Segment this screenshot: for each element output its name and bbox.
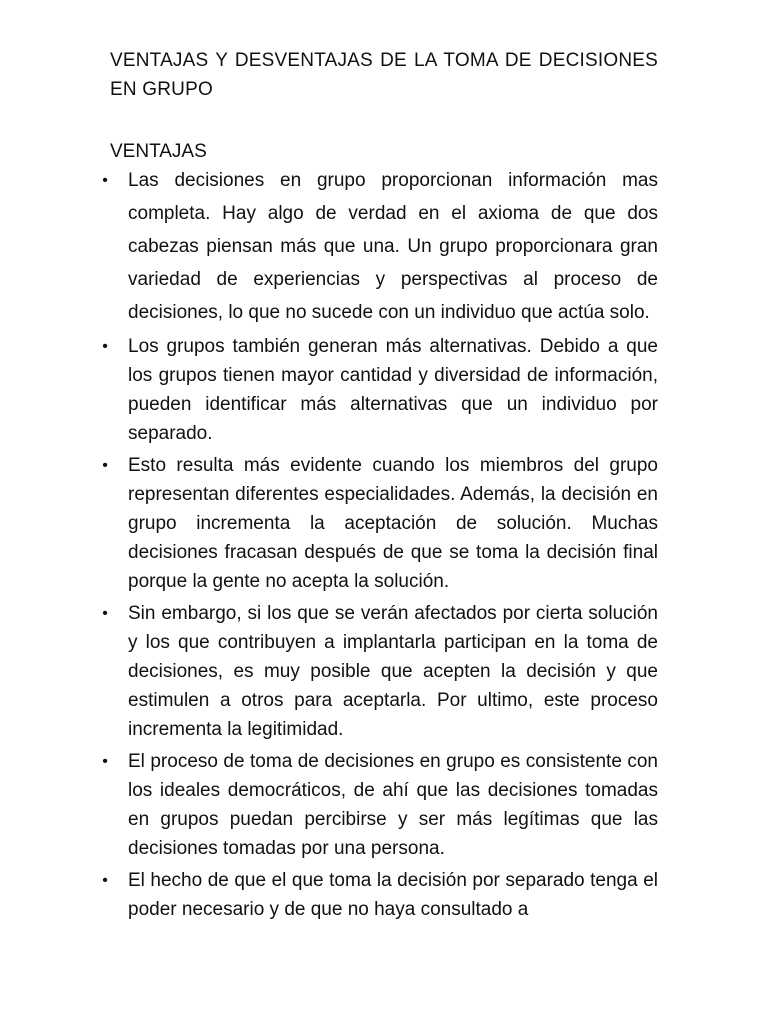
list-item	[102, 164, 658, 329]
bullet-icon: •	[102, 338, 108, 355]
title-line-1: VENTAJAS Y DESVENTAJAS DE LA TOMA DE DECISIONES	[110, 50, 658, 71]
list-item-text: Esto resulta más evidente cuando los miembros del grupo representan diferentes especialidades. Además, la decisión en grupo incrementa la aceptación de solución. Muchas decisiones fracasan después de que se toma la decisión final porque la gente no acepta la solución.	[128, 455, 658, 592]
document-page	[102, 46, 658, 927]
bullet-icon: •	[102, 753, 108, 770]
list-item-text: Los grupos también generan más alternativas. Debido a que los grupos tienen mayor cantidad y diversidad de información, pueden identificar más alternativas que un individuo por separado.	[128, 336, 658, 444]
list-item-text: Sin embargo, si los que se verán afectados por cierta solución y los que contribuyen a implantarla participan en la toma de decisiones, es muy posible que acepten la decisión y que estimulen a otros para aceptarla. Por ultimo, este proceso incrementa la legitimidad.	[128, 603, 658, 740]
list-item-text: Las decisiones en grupo proporcionan información mas completa. Hay algo de verdad en el axioma de que dos cabezas piensan más que una. Un grupo proporcionara gran variedad de experiencias y perspectivas al proceso de decisiones, lo que no sucede con un individuo que actúa solo.	[128, 170, 658, 323]
section-heading-ventajas: VENTAJAS	[110, 141, 207, 162]
bullet-icon: •	[102, 172, 108, 189]
bullet-icon: •	[102, 872, 108, 889]
list-item	[102, 866, 658, 924]
advantages-list	[102, 164, 658, 924]
list-item-text: El proceso de toma de decisiones en grupo es consistente con los ideales democráticos, de ahí que las decisiones tomadas en grupos puedan percibirse y ser más legítimas que las decisiones tomadas por una persona.	[128, 751, 658, 859]
list-item	[102, 332, 658, 448]
list-item	[102, 747, 658, 863]
title-line-2: EN GRUPO	[110, 79, 213, 100]
bullet-icon: •	[102, 605, 108, 622]
bullet-icon: •	[102, 457, 108, 474]
document-title	[110, 46, 658, 104]
list-item	[102, 451, 658, 596]
list-item	[102, 599, 658, 744]
list-item-text: El hecho de que el que toma la decisión por separado tenga el poder necesario y de que no haya consultado a	[128, 870, 658, 920]
